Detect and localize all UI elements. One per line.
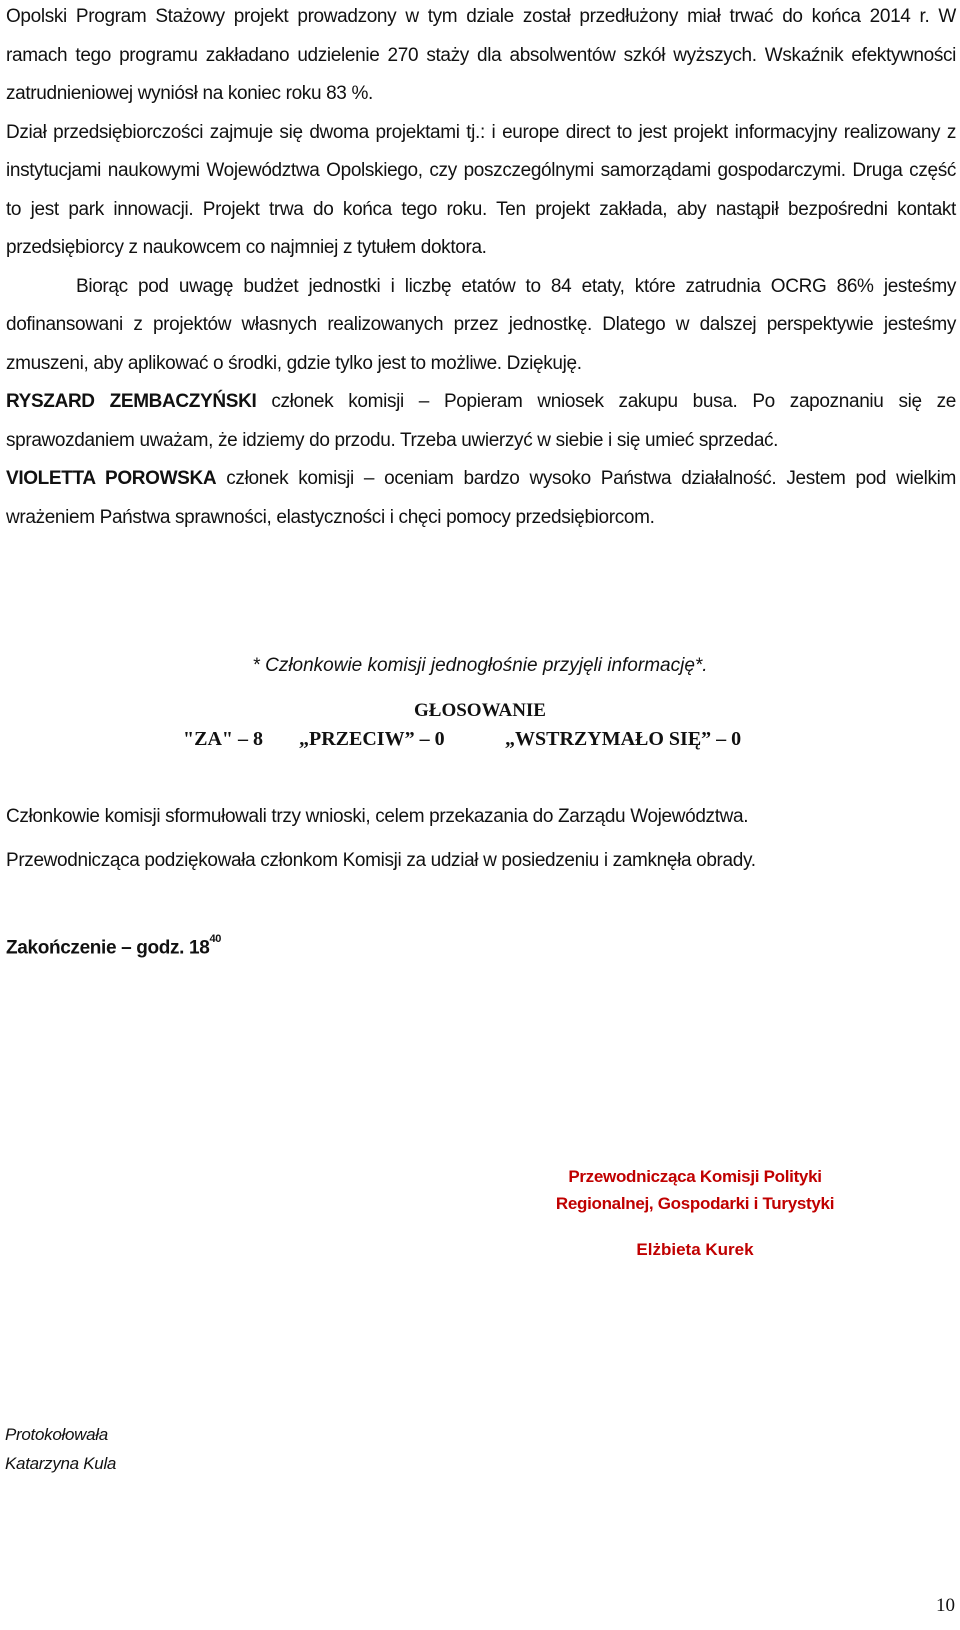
vote-against: „PRZECIW” – 0 [299, 728, 445, 750]
statement-text: członek komisji – oceniam bardzo wysoko Państwa działalność. Jestem pod wielkim wrażeniem Państwa sprawności, elastyczności i chęci pomocy przedsiębiorcom. [6, 468, 957, 528]
signature-title-line1: Przewodnicząca Komisji Polityki [568, 1167, 822, 1186]
paragraph-budget: Biorąc pod uwagę budżet jednostki i liczbę etatów to 84 etaty, które zatrudnia OCRG 86% jesteśmy dofinansowani z projektów własnych realizowanych przez jednostkę. Dlatego w dalszej perspektywie jesteśmy zmuszeni, aby aplikować o środki, gdzie tylko jest to możliwe. Dziękuję. [6, 275, 956, 374]
paragraph-entrepreneurship: Dział przedsiębiorczości zajmuje się dwoma projektami tj.: i europe direct to jest projekt informacyjny realizowany z instytucjami naukowymi Województwa Opolskiego, czy poszczególnymi samorządami gospodarczymi. Druga część to jest park innowacji. Projekt trwa do końca tego roku. Ten projekt zakłada, aby nastąpił bezpośredni kontakt przedsiębiorcy z naukowcem co najmniej z tytułem doktora. [6, 121, 956, 258]
vote-results [183, 728, 741, 751]
end-time-label: Zakończenie – godz. 18 [6, 937, 210, 959]
signature-title [540, 1163, 850, 1217]
vote-abstain: „WSTRZYMAŁO SIĘ” – 0 [505, 728, 742, 750]
protocol-name: Katarzyna Kula [5, 1454, 117, 1473]
page-number: 10 [936, 1595, 955, 1616]
protocol-label: Protokołowała [5, 1425, 108, 1444]
signature-name: Elżbieta Kurek [636, 1240, 754, 1259]
vote-title: GŁOSOWANIE [414, 700, 546, 721]
end-time-minutes: 40 [209, 933, 222, 945]
statement-porowska [6, 460, 956, 537]
signature-title-line2: Regionalnej, Gospodarki i Turystyki [555, 1194, 835, 1213]
protocol-block [5, 1420, 116, 1478]
closing-thanks: Przewodnicząca podziękowała członkom Komisji za udział w posiedzeniu i zamknęła obrady. [6, 850, 756, 871]
speaker-name: RYSZARD ZEMBACZYŃSKI [6, 391, 257, 412]
statement-zembaczynski [6, 383, 956, 460]
paragraph-internship-program: Opolski Program Stażowy projekt prowadzony w tym dziale został przedłużony miał trwać do końca 2014 r. W ramach tego programu zakładano udzielenie 270 staży dla absolwentów szkół wyższych. Wskaźnik efektywności zatrudnieniowej wyniósł na koniec roku 83 %. [6, 6, 956, 104]
end-time [6, 933, 222, 959]
closing-motions: Członkowie komisji sformułowali trzy wnioski, celem przekazania do Zarządu Województwa. [6, 806, 749, 827]
document-body [6, 0, 956, 537]
speaker-name: VIOLETTA POROWSKA [6, 468, 217, 489]
vote-for: "ZA" – 8 [183, 728, 263, 750]
vote-note: * Członkowie komisji jednogłośnie przyjęli informację*. [252, 655, 708, 676]
statement-text: członek komisji – Popieram wniosek zakupu busa. Po zapoznaniu się ze sprawozdaniem uważam, że idziemy do przodu. Trzeba uwierzyć w siebie i się umieć sprzedać. [6, 391, 956, 451]
